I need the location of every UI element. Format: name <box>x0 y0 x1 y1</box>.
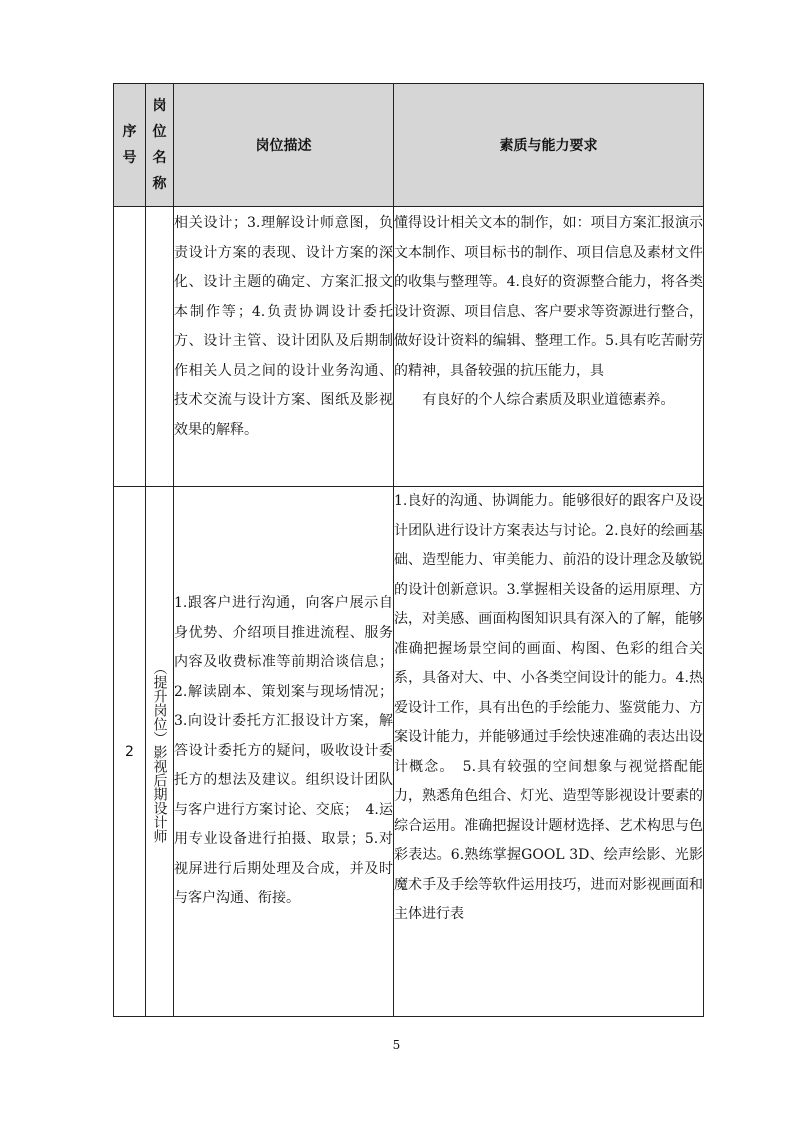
row2-name: （提升岗位）影视后期设计师 <box>151 660 168 843</box>
row1-name <box>146 207 174 487</box>
header-desc: 岗位描述 <box>174 84 394 207</box>
header-req: 素质与能力要求 <box>394 84 704 207</box>
row1-req <box>394 207 704 487</box>
header-name: 岗位名称 <box>146 84 174 207</box>
row1-desc: 相关设计；3.理解设计师意图，负责设计方案的表现、设计方案的深化、设计主题的确定、方案汇报文本制作等；4.负责协调设计委托方、设计主管、设计团队及后期制作相关人员之间的设计业务沟通、技术交流与设计方案、图纸及影视效果的解释。 <box>174 207 394 487</box>
table-row-2 <box>114 487 704 1017</box>
table-header-row <box>114 84 704 207</box>
row2-name-cell <box>146 487 174 1017</box>
page-number: 5 <box>392 1038 401 1052</box>
table-row-continued <box>114 207 704 487</box>
row1-req-tail: 有良好的个人综合素质及职业道德素养。 <box>422 392 675 408</box>
row1-no <box>114 207 146 487</box>
row2-desc: 1.跟客户进行沟通，向客户展示自身优势、介绍项目推进流程、服务内容及收费标准等前期洽谈信息；2.解读剧本、策划案与现场情况；3.向设计委托方汇报设计方案，解答设计委托方的疑问，吸收设计委托方的想法及建议。组织设计团队与客户进行方案讨论、交底； 4.运用专业设备进行拍摄、取景；5.对视屏进行后期处理及合成，并及时与客户沟通、衔接。 <box>174 487 394 1017</box>
header-no: 序号 <box>114 84 146 207</box>
row1-req-main: 懂得设计相关文本的制作，如：项目方案汇报演示文本制作、项目标书的制作、项目信息及素材文件的收集与整理等。4.良好的资源整合能力，将各类设计资源、项目信息、客户要求等资源进行整合，做好设计资料的编辑、整理工作。5.具有吃苦耐劳的精神，具备较强的抗压能力，具 <box>394 215 703 379</box>
job-table <box>113 83 704 1017</box>
row2-req: 1.良好的沟通、协调能力。能够很好的跟客户及设计团队进行设计方案表达与讨论。2.良好的绘画基础、造型能力、审美能力、前沿的设计理念及敏锐的设计创新意识。3.掌握相关设备的运用原理、方法，对美感、画面构图知识具有深入的了解，能够准确把握场景空间的画面、构图、色彩的组合关系，具备对大、中、小各类空间设计的能力。4.热爱设计工作，具有出色的手绘能力、鉴赏能力、方案设计能力，并能够通过手绘快速准确的表达出设计概念。 5.具有较强的空间想象与视觉搭配能力，熟悉角色组合、灯光、造型等影视设计要素的综合运用。准确把握设计题材选择、艺术构思与色彩表达。6.熟练掌握GOOL 3D、绘声绘影、光影魔术手及手绘等软件运用技巧，进而对影视画面和主体进行表 <box>394 487 704 1017</box>
row2-no: 2 <box>114 487 146 1017</box>
